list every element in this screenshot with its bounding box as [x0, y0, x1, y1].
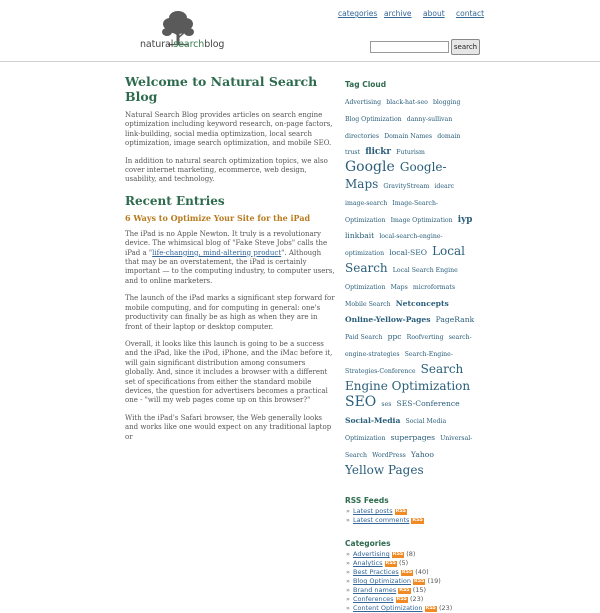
- list-item: [345, 559, 477, 568]
- logo-part-search: search: [173, 39, 205, 50]
- tag-link[interactable]: Online-Yellow-Pages: [345, 315, 431, 325]
- tag-link[interactable]: Futurism: [396, 149, 425, 157]
- feed-latest-posts[interactable]: Latest posts: [353, 507, 393, 516]
- tag-link[interactable]: WordPress: [372, 451, 406, 459]
- tag-link[interactable]: local-search-engine-optimization: [345, 233, 443, 258]
- list-item: [345, 507, 477, 516]
- tag-link[interactable]: Social Media Optimization: [345, 418, 447, 442]
- feed-latest-comments[interactable]: Latest comments: [353, 516, 410, 525]
- tag-link[interactable]: black-hat-seo: [386, 99, 428, 106]
- list-item: [345, 604, 477, 613]
- category-link[interactable]: Brand names: [353, 586, 397, 595]
- logo-part-blog: blog: [204, 39, 225, 50]
- tag-link[interactable]: local-SEO: [389, 248, 427, 258]
- categories-heading: Categories: [345, 539, 391, 549]
- main-content: [125, 74, 335, 450]
- tag-link[interactable]: Advertising: [345, 99, 382, 106]
- site-header: [0, 0, 600, 62]
- post-title[interactable]: [125, 213, 335, 224]
- rss-badge[interactable]: RSS: [395, 509, 406, 515]
- category-count: (23): [410, 595, 424, 604]
- intro-paragraph-2: In addition to natural search optimization topics, we also cover internet marketing, ecommerce, web design, usability, and technology.: [125, 156, 328, 184]
- tag-link[interactable]: Yahoo: [410, 449, 434, 459]
- list-item: [345, 516, 477, 525]
- tag-cloud: [345, 91, 477, 477]
- tag-link[interactable]: Search-Engine-Strategies-Conference: [345, 350, 453, 375]
- post-paragraph-4: With the iPad's Safari browser, the Web generally looks and works like one would expect on any traditional laptop or: [125, 413, 332, 441]
- tag-link[interactable]: blogging: [432, 99, 461, 106]
- post-paragraph-3: Overall, it looks like this launch is going to be a success and the iPad, like the iPod, iPhone, and the iMac before it, will gain significant distribution among consumers globally. And, since it includes a browser with a different set of specifications from either the standard mobile devices, the question for advertisers becomes a practical one - "will my web pages come up on this browser?": [125, 339, 333, 405]
- tag-link[interactable]: Yellow Pages: [345, 462, 424, 477]
- category-link[interactable]: Analytics: [353, 559, 383, 568]
- rss-badge[interactable]: RSS: [396, 597, 407, 603]
- category-list: [345, 550, 477, 613]
- tag-link[interactable]: microformats: [412, 283, 456, 291]
- rss-feeds-heading: RSS Feeds: [345, 496, 389, 506]
- category-link[interactable]: Content Optimization: [353, 604, 423, 613]
- tag-link[interactable]: Domain Names: [384, 132, 433, 140]
- tag-link[interactable]: Blog Optimization: [345, 115, 402, 123]
- tag-link[interactable]: ses: [381, 401, 392, 409]
- rss-badge[interactable]: RSS: [385, 561, 396, 567]
- category-link[interactable]: Blog Optimization: [353, 577, 412, 586]
- tag-link[interactable]: Netconcepts: [395, 298, 449, 308]
- nav-archive[interactable]: archive: [384, 9, 412, 18]
- category-link[interactable]: Advertising: [353, 550, 390, 559]
- tag-link[interactable]: SES-Conference: [396, 399, 460, 409]
- recent-entries-heading: Recent Entries: [125, 193, 225, 208]
- intro-paragraph-1: Natural Search Blog provides articles on search engine optimization including keyword research, on-page factors, link-building, social media optimization, local search optimization, image search optimization, and mobile SEO.: [125, 111, 333, 148]
- tag-link[interactable]: Local Search: [345, 244, 465, 275]
- list-item: [345, 568, 477, 577]
- tag-link[interactable]: GravityStream: [383, 182, 430, 190]
- tag-link[interactable]: Roofverting: [406, 334, 444, 342]
- post-p1-text-after: ". Although that may be an overstatement, the iPad is certainly important — to the computing industry, to computer users, and to online marketers.: [125, 248, 335, 285]
- post-p1-text-before: The iPad is no Apple Newton. It truly is a revolutionary device. The whimsical blog of "Fake Steve Jobs" calls the iPad a ": [125, 229, 328, 257]
- site-logo-text[interactable]: [140, 39, 224, 50]
- rss-badge[interactable]: RSS: [412, 518, 423, 524]
- search-input[interactable]: [370, 41, 449, 53]
- tag-link[interactable]: Local Search Engine Optimization: [345, 266, 458, 291]
- tag-link[interactable]: Universal-Search: [345, 434, 473, 459]
- category-count: (8): [406, 550, 416, 559]
- rss-badge[interactable]: RSS: [401, 570, 413, 576]
- category-link[interactable]: Best Practices: [353, 568, 399, 577]
- tag-link[interactable]: Paid Search: [345, 334, 383, 342]
- tag-cloud-heading: Tag Cloud: [345, 80, 387, 89]
- tag-link[interactable]: Google: [345, 159, 395, 176]
- rss-badge[interactable]: RSS: [399, 588, 410, 594]
- category-count: (40): [415, 568, 429, 577]
- category-count: (5): [399, 559, 409, 568]
- tag-link[interactable]: Social-Media: [345, 416, 401, 426]
- page-title: Welcome to Natural Search Blog: [125, 74, 318, 104]
- tag-link[interactable]: domain trust: [345, 132, 461, 157]
- nav-about[interactable]: about: [423, 9, 445, 18]
- tag-link[interactable]: PageRank: [435, 315, 475, 325]
- tag-link[interactable]: ppc: [387, 332, 402, 342]
- post-paragraph-2: The launch of the iPad marks a significant step forward for mobile computing, and for computing in general: one's productivity can finally be as high as when they are in front of their laptop or desktop computer.: [125, 294, 335, 331]
- tag-link[interactable]: Maps: [390, 283, 408, 291]
- rss-feed-list: [345, 507, 477, 525]
- tag-link[interactable]: image-search: [345, 199, 388, 207]
- sidebar: [345, 80, 477, 613]
- list-item: [345, 586, 477, 595]
- tag-link[interactable]: Google-Maps: [345, 160, 447, 191]
- tag-link[interactable]: Search Engine Optimization: [345, 361, 471, 393]
- list-item: [345, 577, 477, 586]
- rss-badge[interactable]: RSS: [392, 552, 404, 558]
- tag-link[interactable]: Mobile Search: [345, 300, 391, 308]
- post-paragraph-1: [125, 230, 335, 286]
- tag-link[interactable]: flickr: [365, 147, 392, 158]
- list-item: [345, 550, 477, 559]
- category-count: (15): [412, 586, 427, 595]
- tag-link[interactable]: linkbait: [345, 231, 375, 241]
- search-button[interactable]: search: [451, 39, 480, 55]
- rss-badge[interactable]: RSS: [425, 606, 436, 612]
- category-count: (19): [427, 577, 441, 586]
- post-title-text[interactable]: 6 Ways to Optimize Your Site for the iPad: [125, 212, 311, 223]
- list-item: [345, 595, 477, 604]
- tag-link[interactable]: search-engine-strategies: [345, 334, 472, 358]
- tag-link[interactable]: superpages: [390, 432, 435, 442]
- tag-link[interactable]: danny-sullivan: [406, 115, 453, 123]
- tag-link[interactable]: Image-Search-Optimization: [345, 199, 439, 224]
- tag-link[interactable]: iyp: [457, 214, 473, 225]
- tag-link[interactable]: idearc: [434, 182, 455, 190]
- category-link[interactable]: Conferences: [353, 595, 394, 604]
- tag-link[interactable]: SEO: [345, 394, 377, 411]
- tag-link[interactable]: Image Optimization: [390, 216, 453, 224]
- nav-contact[interactable]: contact: [456, 9, 485, 18]
- rss-badge[interactable]: RSS: [414, 579, 425, 585]
- nav-categories[interactable]: categories: [338, 9, 378, 18]
- logo-part-natural: natural: [140, 39, 174, 50]
- post-inline-link[interactable]: life-changing, mind-altering product: [152, 248, 282, 257]
- category-count: (23): [438, 604, 453, 613]
- tag-link[interactable]: directories: [345, 132, 380, 140]
